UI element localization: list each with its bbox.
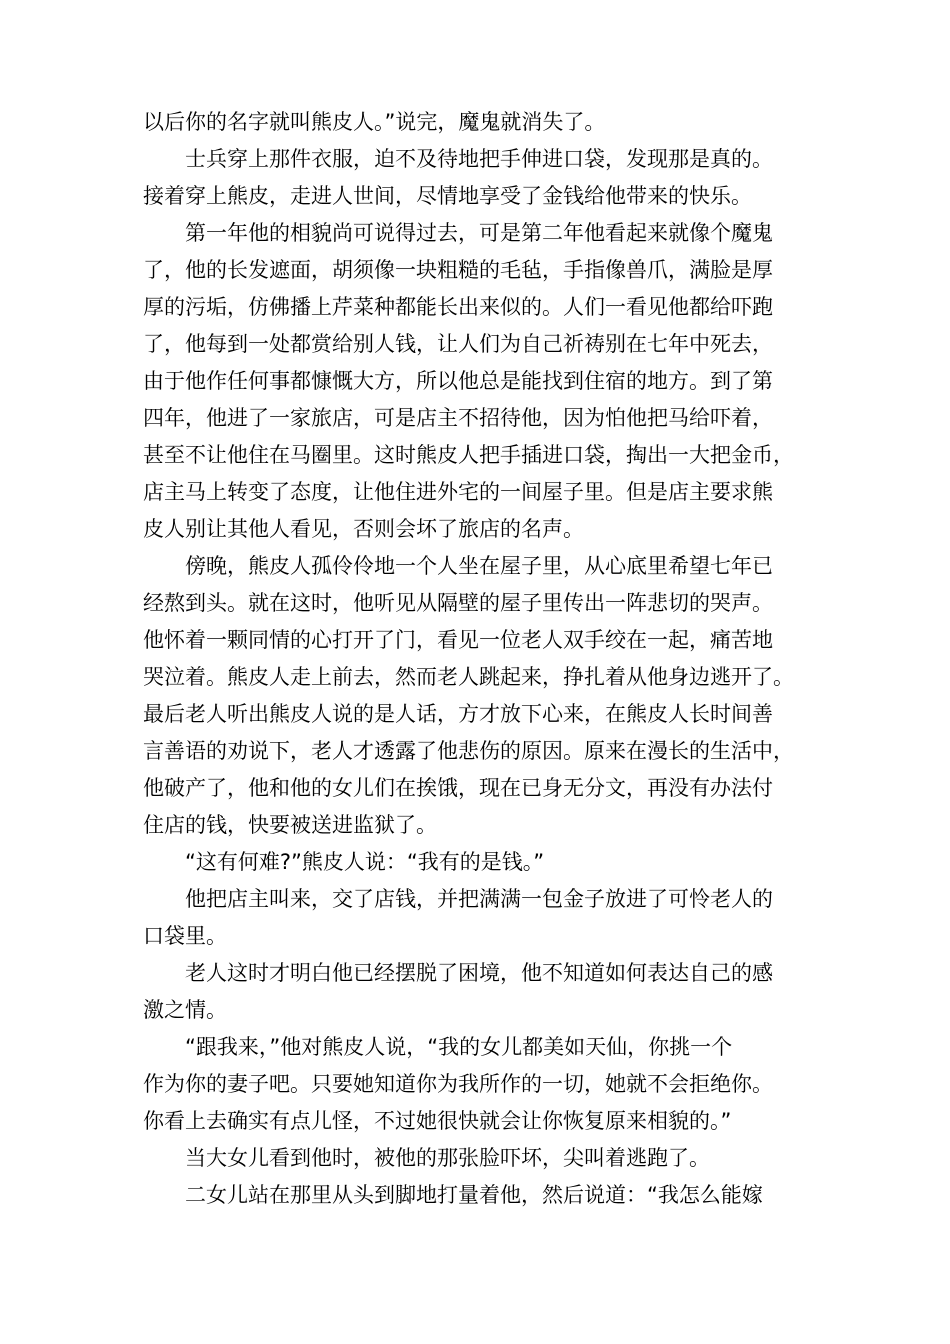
text-line: 言善语的劝说下，老人才透露了他悲伤的原因。原来在漫长的生活中， [143, 739, 794, 763]
story-text [143, 104, 833, 1214]
text-line: 接着穿上熊皮，走进人世间，尽情地享受了金钱给他带来的快乐。 [143, 184, 752, 208]
text-line: 他怀着一颗同情的心打开了门，看见一位老人双手绞在一起，痛苦地 [143, 628, 773, 652]
text-line: 第一年他的相貌尚可说得过去，可是第二年他看起来就像个魔鬼 [185, 221, 773, 245]
text-line: 哭泣着。熊皮人走上前去，然而老人跳起来，挣扎着从他身边逃开了。 [143, 665, 794, 689]
text-line: 甚至不让他住在马圈里。这时熊皮人把手插进口袋，掏出一大把金币， [143, 443, 794, 467]
text-line: 由于他作任何事都慷慨大方，所以他总是能找到住宿的地方。到了第 [143, 369, 773, 393]
text-line: 他把店主叫来，交了店钱，并把满满一包金子放进了可怜老人的 [185, 887, 773, 911]
text-line: 士兵穿上那件衣服，迫不及待地把手伸进口袋，发现那是真的。 [185, 147, 773, 171]
text-line: 你看上去确实有点儿怪，不过她很快就会让你恢复原来相貌的。” [143, 1109, 732, 1133]
text-line: “跟我来，”他对熊皮人说，“我的女儿都美如天仙，你挑一个 [185, 1035, 733, 1059]
text-line: 他破产了，他和他的女儿们在挨饿，现在已身无分文，再没有办法付 [143, 776, 773, 800]
text-line: 店主马上转变了态度，让他住进外宅的一间屋子里。但是店主要求熊 [143, 480, 773, 504]
text-line: 二女儿站在那里从头到脚地打量着他，然后说道：“我怎么能嫁 [185, 1183, 763, 1207]
text-line: 激之情。 [143, 998, 227, 1022]
text-line: 以后你的名字就叫熊皮人。”说完，魔鬼就消失了。 [143, 110, 606, 134]
text-line: 最后老人听出熊皮人说的是人话，方才放下心来，在熊皮人长时间善 [143, 702, 773, 726]
text-line: 住店的钱，快要被送进监狱了。 [143, 813, 437, 837]
text-line: 口袋里。 [143, 924, 227, 948]
text-line: 老人这时才明白他已经摆脱了困境，他不知道如何表达自己的感 [185, 961, 773, 985]
text-line: “这有何难?”熊皮人说：“我有的是钱。” [185, 850, 545, 874]
text-line: 四年，他进了一家旅店，可是店主不招待他，因为怕他把马给吓着， [143, 406, 773, 430]
text-line: 作为你的妻子吧。只要她知道你为我所作的一切，她就不会拒绝你。 [143, 1072, 773, 1096]
text-line: 厚的污垢，仿佛播上芹菜种都能长出来似的。人们一看见他都给吓跑 [143, 295, 773, 319]
text-line: 经熬到头。就在这时，他听见从隔壁的屋子里传出一阵悲切的哭声。 [143, 591, 773, 615]
text-line: 了，他的长发遮面，胡须像一块粗糙的毛毡，手指像兽爪，满脸是厚 [143, 258, 773, 282]
text-line: 了，他每到一处都赏给别人钱，让人们为自己祈祷别在七年中死去， [143, 332, 773, 356]
text-line: 当大女儿看到他时，被他的那张脸吓坏，尖叫着逃跑了。 [185, 1146, 710, 1170]
text-line: 傍晚，熊皮人孤伶伶地一个人坐在屋子里，从心底里希望七年已 [185, 554, 773, 578]
text-line: 皮人别让其他人看见，否则会坏了旅店的名声。 [143, 517, 584, 541]
